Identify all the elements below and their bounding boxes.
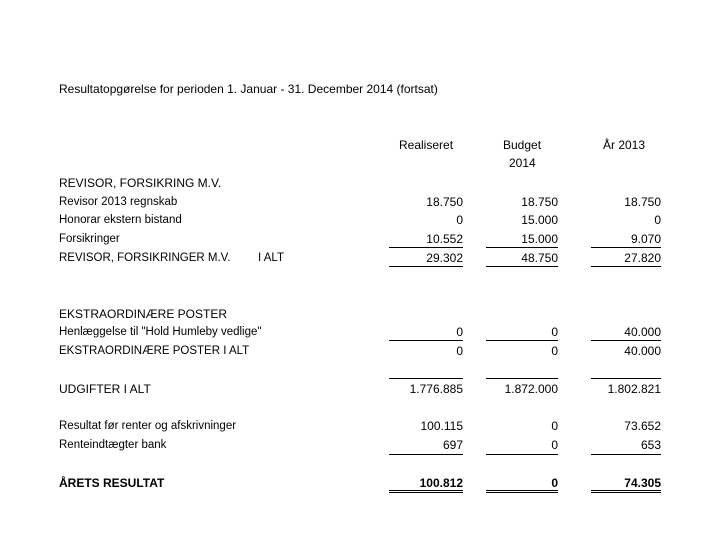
total-label-revisor: REVISOR, FORSIKRINGER M.V.: [59, 252, 231, 264]
cell-realiseret: 18.750: [426, 195, 463, 209]
subtotal-rule: [591, 340, 661, 341]
subtotal-rule: [591, 378, 661, 379]
subtotal-rule: [486, 340, 558, 341]
page-title: Resultatopgørelse for perioden 1. Januar - 31. December 2014 (fortsat): [59, 82, 438, 96]
row-label: Honorar ekstern bistand: [59, 214, 182, 226]
total-label-ekstraordinaere: EKSTRAORDINÆRE POSTER I ALT: [59, 345, 250, 357]
section-heading-ekstraordinaere: EKSTRAORDINÆRE POSTER: [59, 307, 228, 321]
cell-prior: 0: [654, 213, 661, 227]
column-header-budget: Budget: [503, 138, 542, 152]
cell-prior: 74.305: [624, 476, 661, 490]
cell-prior: 40.000: [624, 325, 661, 339]
subtotal-rule: [486, 247, 558, 248]
row-label-resultat: Resultat før renter og afskrivninger: [59, 420, 237, 432]
subtotal-rule: [389, 378, 463, 379]
cell-prior: 73.652: [624, 419, 661, 433]
cell-prior: 27.820: [624, 251, 661, 265]
grand-total-double-rule: [389, 490, 463, 493]
cell-realiseret: 0: [456, 325, 463, 339]
total-rule: [486, 266, 558, 267]
cell-budget: 18.750: [521, 195, 558, 209]
cell-budget: 0: [551, 419, 558, 433]
cell-budget: 1.872.000: [504, 382, 558, 396]
cell-prior: 9.070: [630, 232, 661, 246]
cell-budget: 0: [551, 344, 558, 358]
row-label: Forsikringer: [59, 233, 120, 245]
grand-total-double-rule: [486, 490, 558, 493]
cell-budget: 15.000: [521, 213, 558, 227]
cell-prior: 653: [640, 438, 661, 452]
cell-realiseret: 1.776.885: [409, 382, 463, 396]
cell-budget: 0: [551, 325, 558, 339]
cell-budget: 15.000: [521, 232, 558, 246]
cell-realiseret: 100.812: [419, 476, 463, 490]
cell-realiseret: 0: [456, 344, 463, 358]
total-suffix-revisor: I ALT: [258, 252, 284, 264]
column-header-prior-year: År 2013: [603, 138, 646, 152]
cell-budget: 0: [551, 476, 558, 490]
column-header-budget-year: 2014: [509, 156, 536, 170]
column-header-realiseret: Realiseret: [399, 138, 454, 152]
cell-realiseret: 10.552: [426, 232, 463, 246]
section-heading-revisor: REVISOR, FORSIKRING M.V.: [59, 176, 222, 190]
cell-realiseret: 100.115: [420, 419, 463, 433]
subtotal-rule: [389, 454, 463, 455]
cell-prior: 1.802.821: [607, 382, 661, 396]
subtotal-rule: [389, 247, 463, 248]
subtotal-rule: [486, 454, 558, 455]
total-label-udgifter: UDGIFTER I ALT: [59, 382, 151, 396]
total-rule: [591, 266, 661, 267]
row-label: Revisor 2013 regnskab: [59, 196, 178, 208]
cell-realiseret: 0: [456, 213, 463, 227]
subtotal-rule: [486, 378, 558, 379]
row-label-renter: Renteindtægter bank: [59, 439, 167, 451]
total-rule: [389, 266, 463, 267]
row-label: Henlæggelse til "Hold Humleby vedlige": [59, 326, 262, 338]
cell-realiseret: 697: [442, 438, 463, 452]
subtotal-rule: [591, 247, 661, 248]
total-label-aarets-resultat: ÅRETS RESULTAT: [59, 476, 165, 490]
cell-budget: 48.750: [521, 251, 558, 265]
grand-total-double-rule: [591, 490, 661, 493]
cell-realiseret: 29.302: [426, 251, 463, 265]
subtotal-rule: [389, 340, 463, 341]
subtotal-rule: [591, 454, 661, 455]
cell-prior: 18.750: [624, 195, 661, 209]
cell-budget: 0: [551, 438, 558, 452]
cell-prior: 40.000: [624, 344, 661, 358]
